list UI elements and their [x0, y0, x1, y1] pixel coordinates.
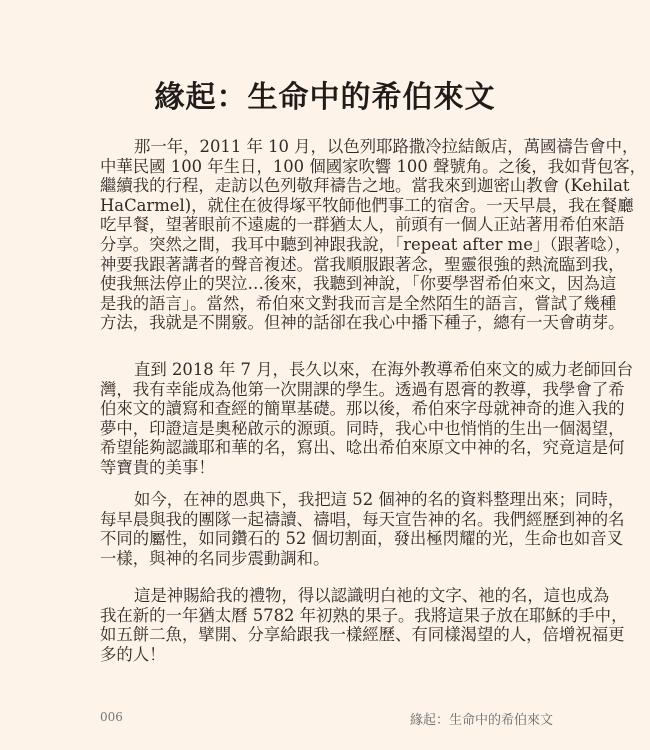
text-line: 不同的屬性，如同鑽石的 52 個切割面，發出極閃耀的光，生命也如音叉: [100, 529, 623, 549]
text-line: 這是神賜給我的禮物，得以認識明白祂的文字、祂的名，這也成為: [134, 586, 610, 605]
text-line: 直到 2018 年 7 月，長久以來，在海外教導希伯來文的威力老師回台: [134, 360, 634, 379]
paragraph: [100, 490, 625, 568]
text-line: 等寶貴的美事！: [100, 457, 215, 477]
text-line: 一樣，與神的名同步震動調和。: [100, 548, 330, 568]
text-line: 我在新的一年猶太曆 5782 年初熟的果子。我將這果子放在耶穌的手中，: [100, 605, 628, 625]
text-line: 繼續我的行程，走訪以色列敬拜禱告之地。當我來到迦密山教會 (Kehilat: [100, 176, 630, 196]
text-line: HaCarmel)，就住在彼得塚平牧師他們事工的宿舍。一天早晨，我在餐廳: [100, 195, 634, 215]
text-line: 希望能夠認識耶和華的名，寫出、唸出希伯來原文中神的名，究竟這是何: [100, 438, 625, 458]
paragraph: [100, 137, 647, 333]
text-line: 每早晨與我的團隊一起禱讀、禱唱，每天宣告神的名。我們經歷到神的名: [100, 509, 625, 529]
text-line: 伯來文的讀寫和查經的簡單基礎。那以後，希伯來字母就神奇的進入我的: [100, 399, 625, 419]
text-line: 方法，我就是不開竅。但神的話卻在我心中播下種子，總有一天會萌芽。: [100, 313, 625, 333]
text-line: 那一年，2011 年 10 月，以色列耶路撒冷拉結飯店，萬國禱告會中，: [134, 137, 639, 156]
paragraph: [100, 360, 634, 478]
text-line: 灣，我有幸能成為他第一次開課的學生。透過有恩膏的教導，我學會了希: [100, 379, 625, 399]
text-line: 使我無法停止的哭泣…後來，我聽到神說，「你要學習希伯來文，因為這: [100, 274, 617, 294]
text-line: 中華民國 100 年生日，100 個國家吹響 100 聲號角。之後，我如背包客，: [100, 156, 647, 176]
paragraph: [100, 586, 628, 664]
text-line: 如今，在神的恩典下，我把這 52 個神的名的資料整理出來；同時，: [134, 490, 625, 509]
text-line: 分享。突然之間，我耳中聽到神跟我說，「repeat after me」（跟著唸），: [100, 234, 632, 254]
text-line: 是我的語言」。當然，希伯來文對我而言是全然陌生的語言，嘗試了幾種: [100, 293, 617, 313]
text-line: 多的人！: [100, 644, 166, 664]
text-line: 神要我跟著講者的聲音複述。當我順服跟著念，聖靈很強的熱流臨到我，: [100, 254, 625, 274]
page-title: 緣起：生命中的希伯來文: [154, 80, 496, 115]
page-number: 006: [100, 710, 123, 724]
running-title: 緣起：生命中的希伯來文: [409, 713, 553, 728]
text-line: 如五餅二魚，擘開、分享給跟我一樣經歷、有同樣渴望的人，倍增祝福更: [100, 625, 625, 645]
text-line: 夢中，印證這是奧秘啟示的源頭。同時，我心中也悄悄的生出一個渴望，: [100, 418, 625, 438]
text-line: 吃早餐，望著眼前不遠處的一群猶太人，前頭有一個人正站著用希伯來語: [100, 215, 625, 235]
